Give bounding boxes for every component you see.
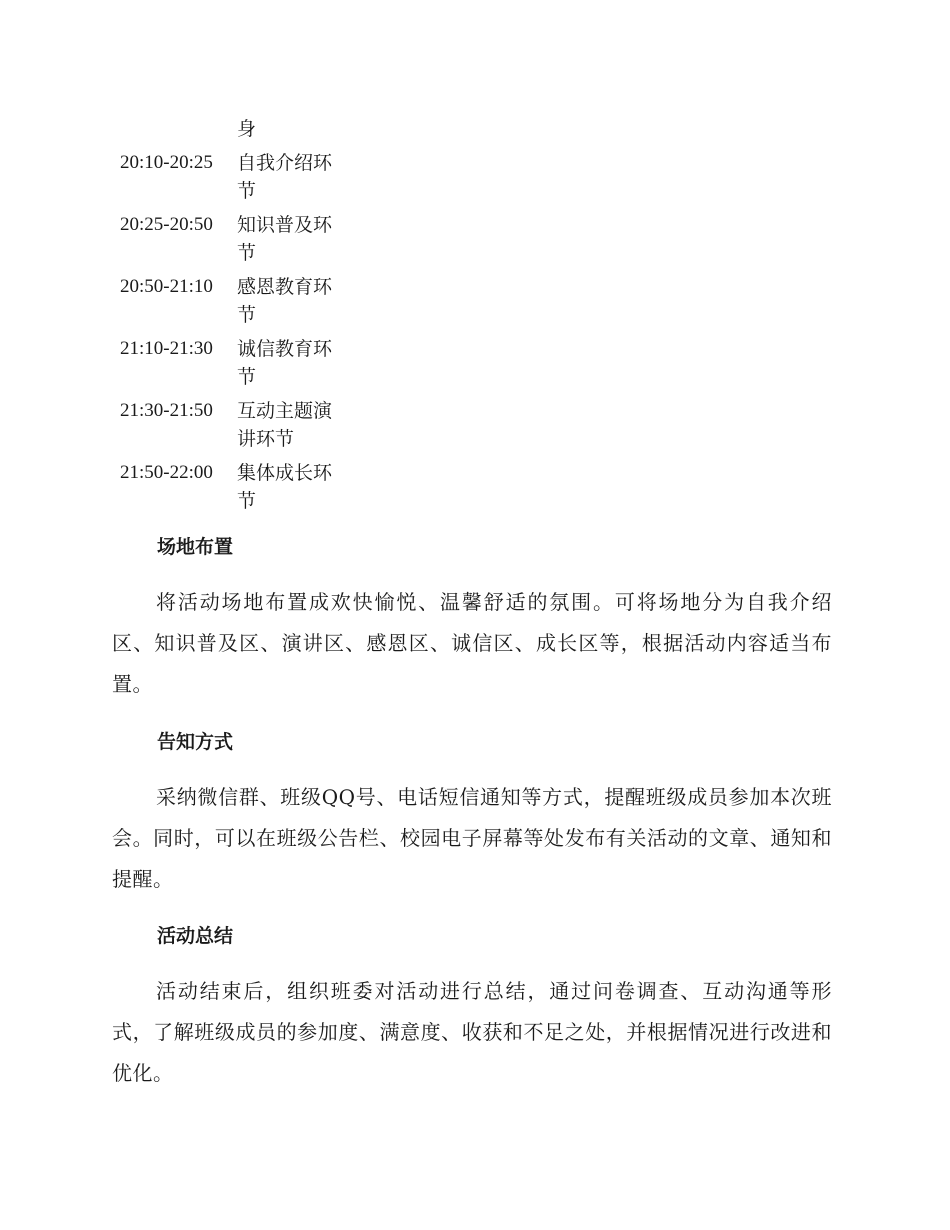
schedule-row (120, 459, 332, 515)
schedule-time: 20:25-20:50 (120, 214, 213, 235)
section-body-summary: 活动结束后，组织班委对活动进行总结，通过问卷调查、互动沟通等形式，了解班级成员的参加度、满意度、收获和不足之处，并根据情况进行改进和优化。 (112, 979, 832, 1085)
schedule-item: 诚信教育环节 (237, 338, 333, 388)
schedule-row (120, 211, 332, 267)
schedule-time: 21:50-22:00 (120, 462, 213, 483)
section-heading-summary: 活动总结 (157, 925, 234, 947)
schedule-row (120, 149, 332, 205)
section-body-notification: 采纳微信群、班级QQ号、电话短信通知等方式，提醒班级成员参加本次班会。同时，可以在班级公告栏、校园电子屏幕等处发布有关活动的文章、通知和提醒。 (112, 785, 832, 891)
schedule-row (120, 273, 332, 329)
schedule-item: 身 (237, 118, 257, 140)
section-heading-venue: 场地布置 (157, 536, 234, 558)
schedule-item: 互动主题演讲环节 (237, 400, 333, 450)
schedule-time: 21:10-21:30 (120, 338, 213, 359)
schedule-item: 感恩教育环节 (237, 276, 333, 326)
schedule-item: 知识普及环节 (237, 214, 333, 264)
schedule-row (120, 115, 332, 143)
schedule-item: 集体成长环节 (237, 462, 333, 512)
section-heading-notification: 告知方式 (157, 731, 234, 753)
schedule-time: 20:10-20:25 (120, 152, 213, 173)
schedule-row (120, 335, 332, 391)
section-body-venue: 将活动场地布置成欢快愉悦、温馨舒适的氛围。可将场地分为自我介绍区、知识普及区、演讲区、感恩区、诚信区、成长区等，根据活动内容适当布置。 (112, 590, 832, 696)
schedule-row (120, 397, 332, 453)
schedule-item: 自我介绍环节 (237, 152, 333, 202)
schedule-time: 21:30-21:50 (120, 400, 213, 421)
schedule-table (120, 115, 332, 515)
schedule-time: 20:50-21:10 (120, 276, 213, 297)
